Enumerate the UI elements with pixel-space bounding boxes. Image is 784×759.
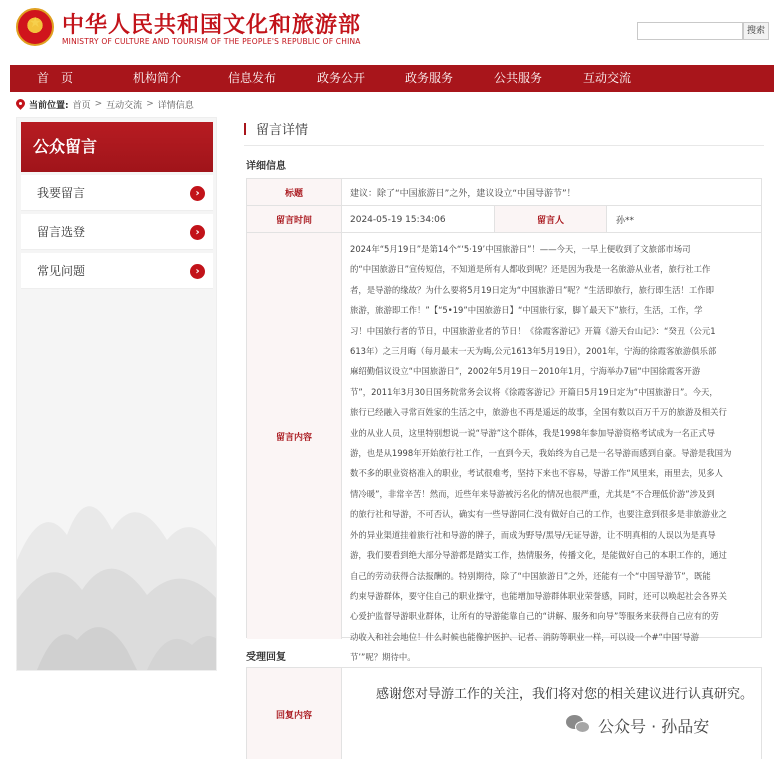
reply-text: 感谢您对导游工作的关注，我们将对您的相关建议进行认真研究。 [376,687,754,702]
message-line: 游，我们要看到绝大部分导游都是踏实工作，热情服务，传播文化，是能做好自己的本职工作的，通过 [350,550,727,561]
message-line: 动收入和社会地位！什么时候也能像护医护、记者、消防等职业一样，可以设一个#“中国‘导游 [350,631,700,642]
breadcrumb-separator: > [146,99,154,109]
watermark [566,714,709,736]
main-nav [10,65,774,92]
message-line: 旅游，旅游即工作！”【“5•19”中国旅游日】“中国旅行家，脚丫最天下”旅行，生活，工作，学 [350,305,703,316]
message-line: 旅行已经融入寻常百姓家的生活之中，旅游也不再是遥远的故事，全国有数以百万千万的旅游及相关行 [350,407,727,418]
sidebar-item-label: 常见问题 [37,264,86,278]
search-button[interactable]: 搜索 [743,22,769,40]
breadcrumb-home[interactable]: 首页 [72,100,91,111]
nav-item-government-services[interactable]: 政务服务 [405,71,454,85]
nav-item-government-affairs[interactable]: 政务公开 [317,71,366,85]
subject-value: 建议：除了“中国旅游日”之外，建议设立“中国导游节”！ [350,189,576,199]
message-line: 2024年“5月19日”是第14个“‘5·19’中国旅游日”！——今天，一早上便收到了文旅部市场司 [350,244,691,254]
wechat-icon [566,715,592,735]
sidebar-item-leave-message[interactable] [21,175,213,211]
section-reply-heading: 受理回复 [246,652,286,663]
sidebar-item-faq[interactable] [21,253,213,289]
reply-label: 回复内容 [247,668,342,759]
table-row-meta [247,206,761,233]
breadcrumb-current: 详情信息 [157,100,194,111]
author-label: 留言人 [494,206,607,232]
message-line: 约束导游群体，要守住自己的职业操守，也能增加导游群体职业荣誉感，同时，还可以唤起社会各界关 [350,590,727,601]
message-line: 节”，2011年3月30日国务院常务会议将《徐霞客游记》开篇日5月19日定为“中国旅游日”。今天， [350,386,718,397]
message-line: 的旅行社和导游，不可否认，确实有一些导游同仁没有做好自己的工作，也要注意到很多是非旅游业之 [350,509,727,520]
message-line: 节’”呢？期待中。 [350,652,416,663]
landscape-decoration [17,440,217,670]
national-emblem-icon[interactable]: ★ [16,8,54,46]
title-accent-bar [244,123,246,135]
nav-item-about[interactable]: 机构简介 [133,71,182,85]
message-line: 情冷暖”，非常辛苦！然而，近些年来导游被污名化的情况也很严重，尤其是“不合理低价游”涉及到 [350,488,715,499]
message-line: 613年）之三月晦（每月最末一天为晦,公元1613年5月19日），2001年，宁海的徐霞客旅游俱乐部 [350,346,717,357]
nav-item-news[interactable]: 信息发布 [228,71,277,85]
search-input[interactable] [637,22,743,40]
message-line: 数不多的职业资格准入的职业，考试很难考，坚持下来也不容易，导游工作“风里来，雨里去，见多人 [350,468,723,479]
chevron-right-icon: › [190,186,205,201]
chevron-right-icon: › [190,225,205,240]
sidebar-item-selected-messages[interactable] [21,214,213,250]
page-title [244,122,308,140]
time-label: 留言时间 [247,206,342,232]
sidebar [16,117,217,671]
page-title-text: 留言详情 [256,123,309,138]
message-line: 外的异业渠道挂着旅行社和导游的牌子，而成为野导/黑导/无证导游，让不明真相的人误以为是真导 [350,529,716,540]
message-line: 者，是导游的缘故？为什么要将5月19日定为“中国旅游日”呢？“生活即旅行，旅行即生活！工作即 [350,284,714,295]
sidebar-title: 公众留言 [21,122,213,172]
message-line: 的“中国旅游日”宣传短信，不知道是所有人都收到呢？还是因为我是一名旅游从业者，旅行社工作 [350,264,711,275]
table-row-subject [247,179,761,206]
message-line: 自己的劳动获得合法报酬的。特别期待，除了“中国旅游日”之外，还能有一个“中国导游节”，既能 [350,570,711,581]
chevron-right-icon: › [190,264,205,279]
message-line: 习！中国旅行者的节日，中国旅游业者的节日！《徐霞客游记》开篇《游天台山记》：“癸丑（公元1 [350,325,716,336]
message-line: 心爱护监督导游职业群体，让所有的导游能靠自己的“讲解、服务和向导”等服务来获得自己应有的劳 [350,611,719,622]
breadcrumb-separator: > [94,99,103,109]
site-name-english: MINISTRY OF CULTURE AND TOURISM OF THE PEOPLE'S REPUBLIC OF CHINA [62,37,361,46]
content-label: 留言内容 [247,233,342,639]
author-value: 孙** [616,216,635,226]
breadcrumb [16,96,194,112]
location-pin-icon [16,99,25,110]
time-value: 2024-05-19 15:34:06 [350,214,446,225]
watermark-text: 公众号 · 孙品安 [598,716,710,736]
message-body [350,239,755,668]
nav-item-public-services[interactable]: 公共服务 [494,71,543,85]
sidebar-item-label: 留言选登 [37,225,86,239]
breadcrumb-interaction[interactable]: 互动交流 [106,100,143,111]
subject-label: 标题 [247,179,342,205]
site-name[interactable]: 中华人民共和国文化和旅游部 [62,13,362,38]
breadcrumb-label: 当前位置: [29,100,69,111]
divider [244,145,764,146]
site-header [0,0,784,64]
sidebar-item-label: 我要留言 [37,186,86,200]
message-line: 麻绍勤倡议设立“中国旅游日”，2002年5月19日－2010年1月，宁海举办7届“中国徐霞客开游 [350,366,701,377]
message-line: 游，也是从1998年开始旅行社工作，一直到今天，我始终为自己是一名导游而感到自豪。导游是我国为 [350,448,732,459]
nav-item-interaction[interactable]: 互动交流 [583,71,632,85]
section-detail-heading: 详细信息 [246,161,286,172]
nav-item-home[interactable]: 首 页 [37,71,74,85]
message-line: 业的从业人员，这里特别想说一说“导游”这个群体，我是1998年参加导游资格考试成为一名正式导 [350,427,715,438]
